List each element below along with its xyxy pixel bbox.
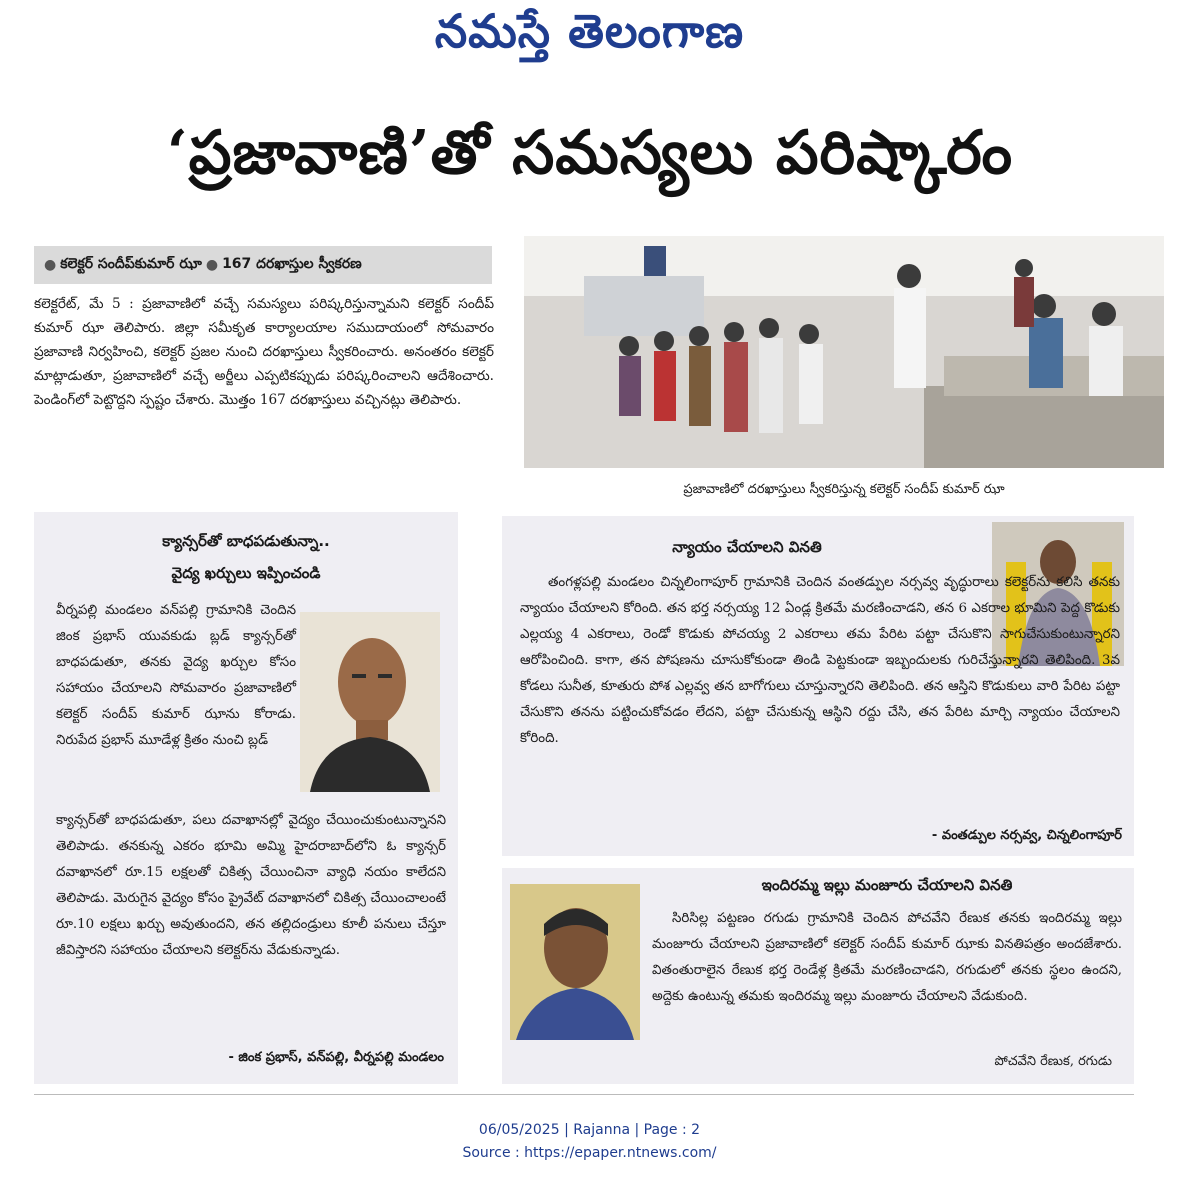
strap-bar [34,246,492,284]
story-cancer-signature: - జింక ప్రభాస్, వన్‌పల్లి, వీర్నపల్లి మండలం [228,1050,444,1065]
woman-portrait-photo [510,884,640,1040]
main-photo [524,236,1164,468]
story-housing-title: ఇందిరమ్మ ఇల్లు మంజూరు చేయాలని వినతి [761,876,1013,894]
masthead-logo: నమస్తే తెలంగాణ [434,4,745,58]
strap-item-collector: కలెక్టర్ సందీప్‌కుమార్ ఝా [60,255,202,272]
youth-portrait-photo [300,612,440,792]
story-housing-body: సిరిసిల్ల పట్టణం రగుడు గ్రామానికి చెందిన పోచవేని రేణుక తనకు ఇందిరమ్మ ఇల్లు మంజూరు చేయాలని ప్రజావాణిలో కలెక్టర్ సందీప్ కుమార్ ఝాకు వినతిపత్రం అందజేశారు. వితంతురాలైన రేణుక భర్త రెండేళ్ల క్రితమే మరణించాడని, రగుడులో తనకు స్థలం ఉందని, అద్దెకు ఉంటున్న తమకు ఇందిరమ్మ ఇల్లు మంజూరు చేయాలని వేడుకుంది. [652,911,1122,1004]
story-housing-panel [502,868,1134,1084]
headline: ‘ప్రజావాణి’తో సమస్యలు పరిష్కారం [166,118,1014,188]
story-justice-signature: - వంతడ్పుల నర్సవ్వ, చిన్నలింగాపూర్ [931,828,1122,843]
story-justice-body: తంగళ్లపల్లి మండలం చిన్నలింగాపూర్ గ్రామానికి చెందిన వంతడ్పుల నర్సవ్వ వృద్ధురాలు కలెక్టర్‌ను కలిసి తనకు న్యాయం చేయాలని కోరింది. తన భర్త నర్సయ్య 12 ఏండ్ల క్రితమే మరణించాడని, తన 6 ఎకరాల భూమిని పెద్ద కొడుకు ఎల్లయ్య 4 ఎకరాలు, రెండో కొడుకు పోచయ్య 2 ఎకరాలు తమ పేరిట పట్టా చేసుకొని సాగుచేసుకుంటున్నారని ఆరోపించింది. కాగా, తన పోషణను చూసుకోకుండా తిండి పెట్టకుండా ఇబ్బందులకు గురిచేస్తున్నారని తెలిపింది. 3వ కోడలు సునీత, కూతురు పోశ ఎల్లవ్వ తన బాగోగులు చూస్తున్నారని తెలిపింది. తన ఆస్తిని కొడుకులు వారి పేరిట పట్టా చేసుకొని తనను పట్టించుకోవడం లేదని, పట్టా చేసుకున్న ఆస్థిని రద్దు చేసి, తన పేరిట మార్చి న్యాయం చేయాలని కోరింది. [520,575,1120,746]
story-cancer-body-bottom: క్యాన్సర్‌తో బాధపడుతూ, పలు దవాఖానల్లో వైద్యం చేయించుకుంటున్నానని తెలిపాడు. తనకున్న ఎకరం భూమి అమ్మి హైదరాబాద్‌లోని ఓ క్యాన్సర్ దవాఖానలో రూ.15 లక్షలతో చికిత్స చేయించినా వ్యాధి నయం కాలేదని తెలిపాడు. మెరుగైన వైద్యం కోసం ప్రైవేట్ దవాఖానలో చికిత్స చేయించాలంటే రూ.10 లక్షలు ఖర్చు అవుతుందని, తన తల్లిదండ్రులు కూలీ పనులు చేస్తూ జీవిస్తారని సహాయం చేయాలని కలెక్టర్‌ను వేడుకున్నాడు. [56,813,446,958]
footer-date-page: 06/05/2025 | Rajanna | Page : 2 [478,1122,701,1138]
strap-item-count: 167 దరఖాస్తుల స్వీకరణ [222,255,362,272]
bullet-icon: ● [44,257,57,273]
story-cancer-panel [34,512,458,1084]
lead-paragraph: కలెక్టరేట్, మే 5 : ప్రజావాణిలో వచ్చే సమస్యలు పరిష్కరిస్తున్నామని కలెక్టర్ సందీప్ కుమార్ ఝా తెలిపారు. జిల్లా సమీకృత కార్యాలయాల సముదాయంలో సోమవారం ప్రజావాణి నిర్వహించి, కలెక్టర్ ప్రజల నుంచి దరఖాస్తులు స్వీకరించారు. అనంతరం కలెక్టర్ మాట్లాడుతూ, ప్రజావాణిలో వచ్చే అర్జీలు ఎప్పటికప్పుడు పరిష్కరించాలని ఆదేశించారు. పెండింగ్‌లో పెట్టొద్దని స్పష్టం చేశారు. మొత్తం 167 దరఖాస్తులు వచ్చినట్లు తెలిపారు. [34,296,494,408]
footer-source-link[interactable]: Source : https://epaper.ntnews.com/ [462,1145,717,1161]
story-cancer-title-line1: క్యాన్సర్‌తో బాధపడుతున్నా.. [162,532,330,550]
story-justice-title: న్యాయం చేయాలని వినతి [672,538,822,556]
footer-divider [34,1094,1134,1095]
main-photo-caption: ప్రజావాణిలో దరఖాస్తులు స్వీకరిస్తున్న కలెక్టర్ సందీప్ కుమార్ ఝా [683,482,1005,497]
story-cancer-body-top: వీర్నపల్లి మండలం వన్‌పల్లి గ్రామానికి చెందిన జింక ప్రభాస్ యువకుడు బ్లడ్ క్యాన్సర్‌తో బాధపడుతూ, తనకు వైద్య ఖర్చుల కోసం సహాయం చేయాలని సోమవారం ప్రజావాణిలో కలెక్టర్ సందీప్ కుమార్ ఝాను కోరాడు. నిరుపేద ప్రభాస్ మూడేళ్ల క్రితం నుంచి బ్లడ్ [56,603,296,748]
bullet-icon: ● [205,257,219,273]
story-cancer-title-line2: వైద్య ఖర్చులు ఇప్పించండి [171,564,321,582]
story-justice-panel [502,516,1134,856]
story-housing-signature: పోచవేని రేణుక, రగుడు [994,1054,1112,1069]
